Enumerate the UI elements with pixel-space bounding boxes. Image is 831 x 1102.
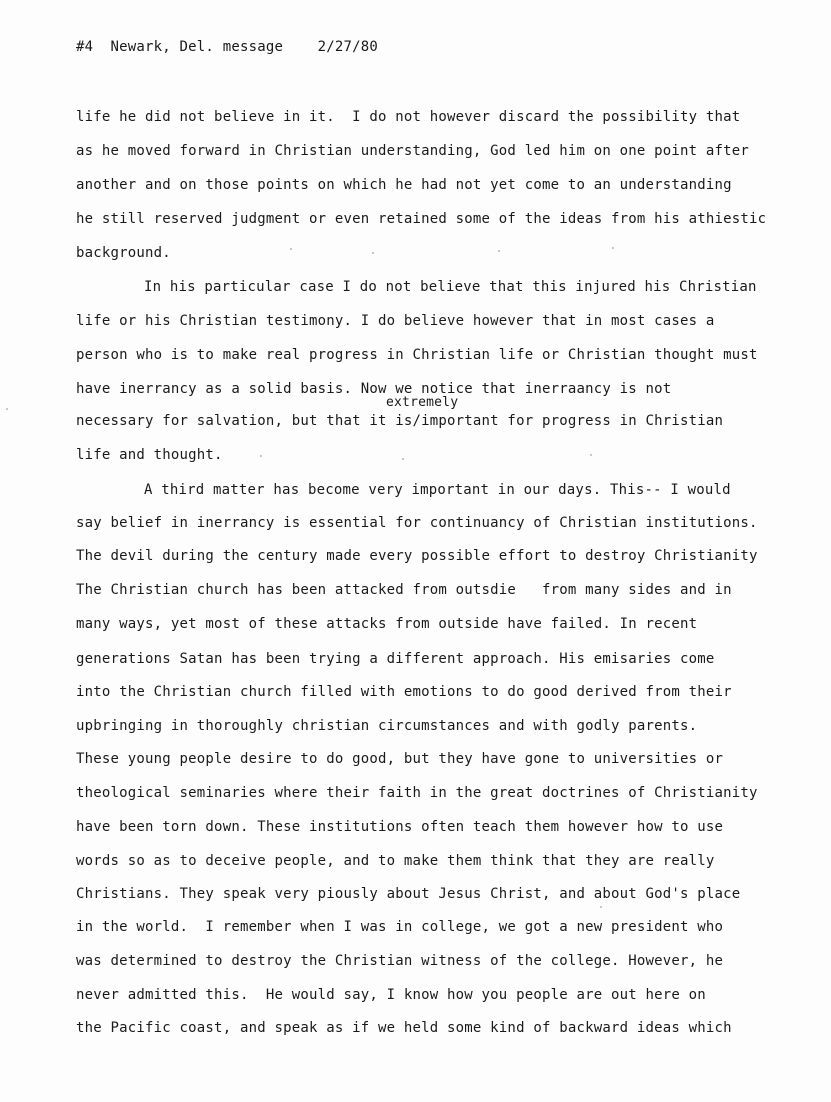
scan-speck bbox=[402, 458, 404, 460]
text-line: background. bbox=[76, 245, 171, 261]
interlinear-insertion: extremely bbox=[386, 395, 459, 410]
text-line: another and on those points on which he had not yet come to an understanding bbox=[76, 177, 732, 193]
scan-speck bbox=[590, 454, 592, 456]
text-line: The devil during the century made every possible effort to destroy Christianity bbox=[76, 548, 758, 564]
scan-speck bbox=[612, 247, 614, 249]
page-header: #4 Newark, Del. message 2/27/80 bbox=[76, 39, 379, 55]
scan-speck bbox=[260, 455, 262, 457]
paragraph-first-line: In his particular case I do not believe that this injured his Christian bbox=[144, 279, 757, 295]
text-line: The Christian church has been attacked from outsdie from many sides and in bbox=[76, 582, 732, 598]
text-line: life and thought. bbox=[76, 447, 223, 463]
text-line: Christians. They speak very piously about Jesus Christ, and about God's place bbox=[76, 886, 741, 902]
text-line: in the world. I remember when I was in college, we got a new president who bbox=[76, 919, 724, 935]
text-line: necessary for salvation, but that it is/important for progress in Christian bbox=[76, 413, 724, 429]
scan-speck bbox=[372, 252, 374, 254]
scan-speck bbox=[6, 408, 8, 410]
text-line: life he did not believe in it. I do not however discard the possibility that bbox=[76, 109, 741, 125]
text-line: person who is to make real progress in Christian life or Christian thought must bbox=[76, 347, 758, 363]
paragraph-first-line: A third matter has become very important in our days. This-- I would bbox=[144, 482, 731, 498]
text-line: was determined to destroy the Christian witness of the college. However, he bbox=[76, 953, 724, 969]
text-line: theological seminaries where their faith in the great doctrines of Christianity bbox=[76, 785, 758, 801]
text-line: These young people desire to do good, but they have gone to universities or bbox=[76, 751, 724, 767]
scan-speck bbox=[600, 906, 602, 908]
text-line: upbringing in thoroughly christian circumstances and with godly parents. bbox=[76, 718, 698, 734]
scan-speck bbox=[290, 248, 292, 250]
text-line: generations Satan has been trying a different approach. His emisaries come bbox=[76, 651, 715, 667]
text-line: have inerrancy as a solid basis. Now we notice that inerraancy is not bbox=[76, 381, 672, 397]
text-line: he still reserved judgment or even retained some of the ideas from his athiestic bbox=[76, 211, 767, 227]
text-line: life or his Christian testimony. I do believe however that in most cases a bbox=[76, 313, 715, 329]
text-line: many ways, yet most of these attacks from outside have failed. In recent bbox=[76, 616, 698, 632]
text-line: into the Christian church filled with emotions to do good derived from their bbox=[76, 684, 732, 700]
text-line: as he moved forward in Christian understanding, God led him on one point after bbox=[76, 143, 750, 159]
text-line: have been torn down. These institutions often teach them however how to use bbox=[76, 819, 724, 835]
text-line: say belief in inerrancy is essential for continuancy of Christian institutions. bbox=[76, 515, 758, 531]
text-line: never admitted this. He would say, I know how you people are out here on bbox=[76, 987, 706, 1003]
scan-speck bbox=[498, 250, 500, 252]
text-line: words so as to deceive people, and to make them think that they are really bbox=[76, 853, 715, 869]
text-line: the Pacific coast, and speak as if we held some kind of backward ideas which bbox=[76, 1020, 732, 1036]
